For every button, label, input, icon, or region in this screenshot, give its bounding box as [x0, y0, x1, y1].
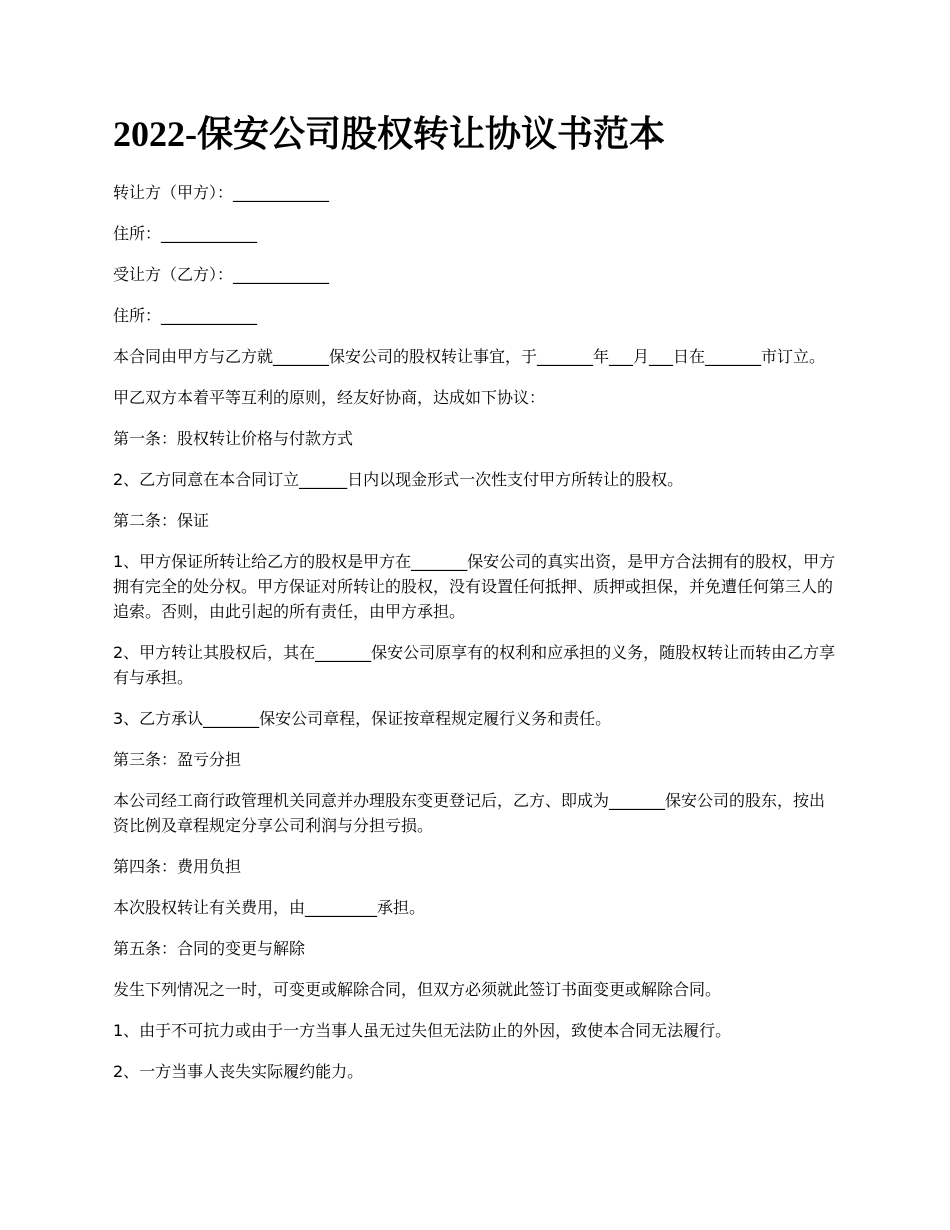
- article-2-clause-2: 2、甲方转让其股权后，其在_______保安公司原享有的权利和应承担的义务，随股权转让而转由乙方享有与承担。: [113, 643, 836, 687]
- article-4-body: 本次股权转让有关费用，由_________承担。: [113, 898, 426, 917]
- transferee-address-line: 住所：____________: [113, 306, 258, 325]
- article-2-clause-3: 3、乙方承认_______保安公司章程，保证按章程规定履行义务和责任。: [113, 709, 612, 728]
- article-5-heading: 第五条：合同的变更与解除: [113, 939, 306, 958]
- article-3-body: 本公司经工商行政管理机关同意并办理股东变更登记后，乙方、即成为_______保安公司的股东，按出资比例及章程规定分享公司利润与分担亏损。: [113, 791, 826, 835]
- article-2-heading: 第二条：保证: [113, 511, 210, 530]
- agreement-principle-paragraph: 甲乙双方本着平等互利的原则，经友好协商，达成如下协议：: [113, 388, 546, 407]
- transferor-address-line: 住所：____________: [113, 224, 258, 243]
- article-5-clause-2: 2、一方当事人丧失实际履约能力。: [113, 1062, 364, 1081]
- article-4-heading: 第四条：费用负担: [113, 857, 242, 876]
- contract-intro-paragraph: 本合同由甲方与乙方就_______保安公司的股权转让事宜，于_______年___月___日在_______市订立。: [113, 347, 826, 366]
- article-5-body: 发生下列情况之一时，可变更或解除合同，但双方必须就此签订书面变更或解除合同。: [113, 980, 722, 999]
- article-3-heading: 第三条：盈亏分担: [113, 750, 242, 769]
- transferor-line: 转让方（甲方）：____________: [113, 183, 330, 202]
- article-1-heading: 第一条：股权转让价格与付款方式: [113, 429, 354, 448]
- article-5-clause-1: 1、由于不可抗力或由于一方当事人虽无过失但无法防止的外因，致使本合同无法履行。: [113, 1021, 732, 1040]
- transferee-line: 受让方（乙方）：____________: [113, 265, 330, 284]
- article-1-clause-2: 2、乙方同意在本合同订立______日内以现金形式一次性支付甲方所转让的股权。: [113, 470, 684, 489]
- document-title: 2022-保安公司股权转让协议书范本: [113, 114, 665, 154]
- article-2-clause-1: 1、甲方保证所转让给乙方的股权是甲方在_______保安公司的真实出资，是甲方合法拥有的股权，甲方拥有完全的处分权。甲方保证对所转让的股权，没有设置任何抵押、质押或担保，并免遭任何第三人的追索。否则，由此引起的所有责任，由甲方承担。: [113, 552, 836, 621]
